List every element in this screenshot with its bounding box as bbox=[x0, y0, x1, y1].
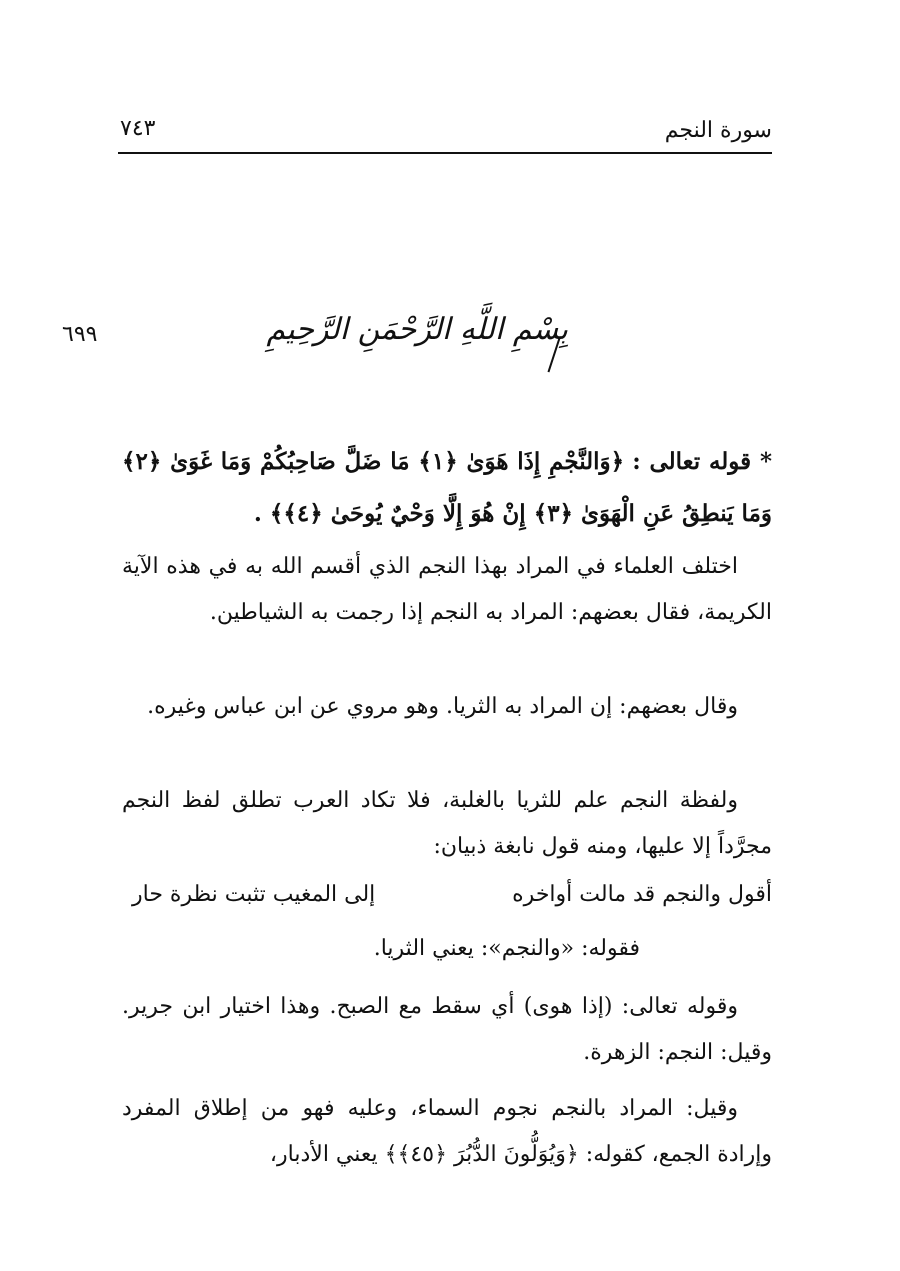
quran-verse: ﴿وَالنَّجْمِ إِذَا هَوَىٰ ﴿١﴾ مَا ضَلَّ صَاحِبُكُمْ وَمَا غَوَىٰ ﴿٢﴾ وَمَا يَنطِقُ عَنِ الْهَوَىٰ ﴿٣﴾ إِنْ هُوَ إِلَّا وَحْيٌ يُوحَىٰ ﴿٤﴾﴾ . bbox=[122, 448, 772, 527]
verse-intro: * قوله تعالى : bbox=[632, 448, 772, 475]
poem-hemistich-1: أقول والنجم قد مالت أواخره bbox=[512, 882, 772, 907]
header-divider bbox=[118, 152, 772, 154]
paragraph-1: اختلف العلماء في المراد بهذا النجم الذي أقسم الله به في هذه الآية الكريمة، فقال بعضهم: المراد به النجم إذا رجمت به الشياطين. bbox=[122, 554, 772, 625]
page-number: ٧٤٣ bbox=[120, 116, 156, 141]
basmala-calligraphy: بِسْمِ اللَّهِ الرَّحْمَنِ الرَّحِيمِ bbox=[266, 312, 568, 347]
surah-title: سورة النجم bbox=[664, 118, 772, 143]
poem-verse bbox=[122, 872, 772, 918]
paragraph-3: ولفظة النجم علم للثريا بالغلبة، فلا تكاد العرب تطلق لفظ النجم مجرَّداً إلا عليها، ومنه قول نابغة ذبيان: bbox=[122, 788, 772, 859]
poem-hemistich-2: إلى المغيب تثبت نظرة حار bbox=[132, 882, 376, 907]
paragraph-5: وقوله تعالى: (إذا هوى) أي سقط مع الصبح. وهذا اختيار ابن جرير. وقيل: النجم: الزهرة. bbox=[122, 994, 772, 1065]
paragraph-6: وقيل: المراد بالنجم نجوم السماء، وعليه فهو من إطلاق المفرد وإرادة الجمع، كقوله: ﴿وَيُوَلُّونَ الدُّبُرَ ﴿٤٥﴾﴾ يعني الأدبار، bbox=[122, 1096, 772, 1167]
paragraph-2: وقال بعضهم: إن المراد به الثريا. وهو مروي عن ابن عباس وغيره. bbox=[147, 694, 738, 719]
margin-page-reference: ٦٩٩ bbox=[62, 322, 98, 347]
verse-block bbox=[122, 436, 772, 540]
paragraph-4: فقوله: «والنجم»: يعني الثريا. bbox=[373, 936, 640, 961]
